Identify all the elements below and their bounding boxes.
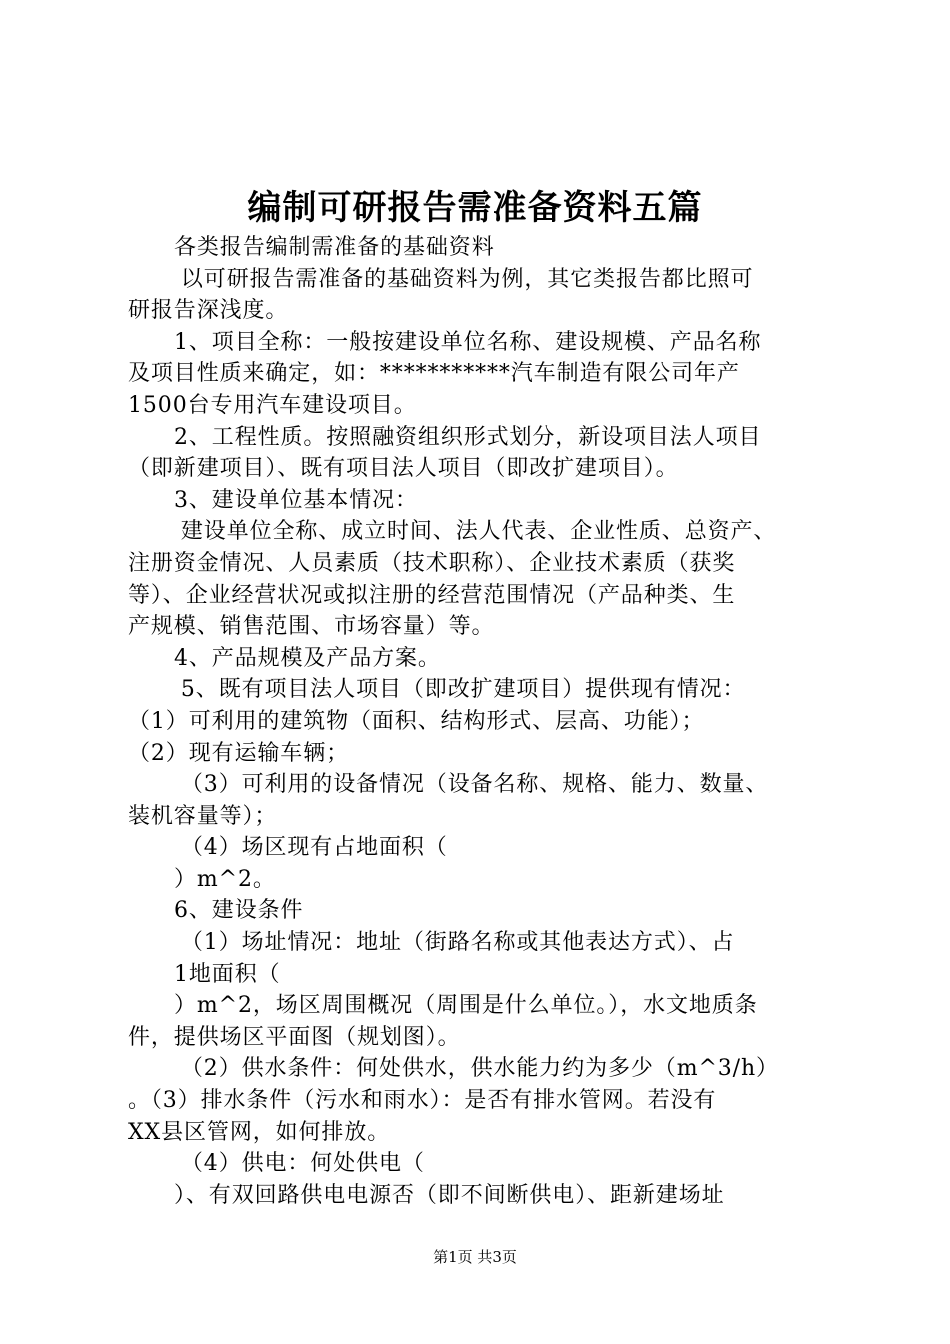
body-line: 各类报告编制需准备的基础资料 <box>174 235 495 260</box>
body-line: （3）可利用的设备情况（设备名称、规格、能力、数量、 <box>180 772 769 798</box>
body-line: （1）可利用的建筑物（面积、结构形式、层高、功能）； <box>128 708 705 734</box>
body-line: 1、项目全称：一般按建设单位名称、建设规模、产品名称 <box>174 329 762 355</box>
body-line: ）m^2，场区周围概况（周围是什么单位。），水文地质条 <box>174 993 758 1019</box>
body-line: 产规模、销售范围、市场容量）等。 <box>128 614 495 640</box>
body-line: 建设单位全称、成立时间、法人代表、企业性质、总资产、 <box>180 519 777 545</box>
body-line: （2）现有运输车辆； <box>128 740 349 766</box>
body-line: ）、有双回路供电电源否（即不间断供电）、距新建场址 <box>174 1182 725 1208</box>
body-line: 6、建设条件 <box>174 898 304 924</box>
body-line: 1500台专用汽车建设项目。 <box>128 392 417 418</box>
body-line: 研报告深浅度。 <box>128 298 289 324</box>
document-body <box>128 232 848 1211</box>
body-line: 2、工程性质。按照融资组织形式划分，新设项目法人项目 <box>174 424 762 450</box>
document-title: 编制可研报告需准备资料五篇 <box>247 188 703 228</box>
page-footer: 第1页 共3页 <box>433 1248 517 1266</box>
body-line: 件，提供场区平面图（规划图）。 <box>128 1024 461 1050</box>
body-line: 1地面积（ <box>174 961 281 987</box>
body-line: ）m^2。 <box>174 866 276 892</box>
body-line: 。（3）排水条件（污水和雨水）：是否有排水管网。若没有 <box>128 1088 717 1114</box>
body-line: 注册资金情况、人员素质（技术职称）、企业技术素质（获奖 <box>128 550 736 576</box>
body-line: （4）场区现有占地面积（ <box>180 835 448 861</box>
body-line: 3、建设单位基本情况： <box>174 487 418 513</box>
body-line: （4）供电：何处供电（ <box>180 1151 425 1177</box>
body-line: XX县区管网，如何排放。 <box>128 1119 391 1145</box>
body-line: （即新建项目）、既有项目法人项目（即改扩建项目）。 <box>128 456 679 482</box>
body-line: （2）供水条件：何处供水，供水能力约为多少（m^3/h） <box>180 1056 779 1082</box>
body-line: 4、产品规模及产品方案。 <box>174 645 441 671</box>
body-line: 5、既有项目法人项目（即改扩建项目）提供现有情况： <box>180 677 746 703</box>
body-line: 及项目性质来确定，如：***********汽车制造有限公司年产 <box>128 361 740 387</box>
body-line: 等）、企业经营状况或拟注册的经营范围情况（产品种类、生 <box>128 582 736 608</box>
body-line: 以可研报告需准备的基础资料为例，其它类报告都比照可 <box>180 266 754 292</box>
body-line: （1）场址情况：地址（街路名称或其他表达方式）、占 <box>180 930 735 956</box>
body-line: 装机容量等）； <box>128 803 278 829</box>
